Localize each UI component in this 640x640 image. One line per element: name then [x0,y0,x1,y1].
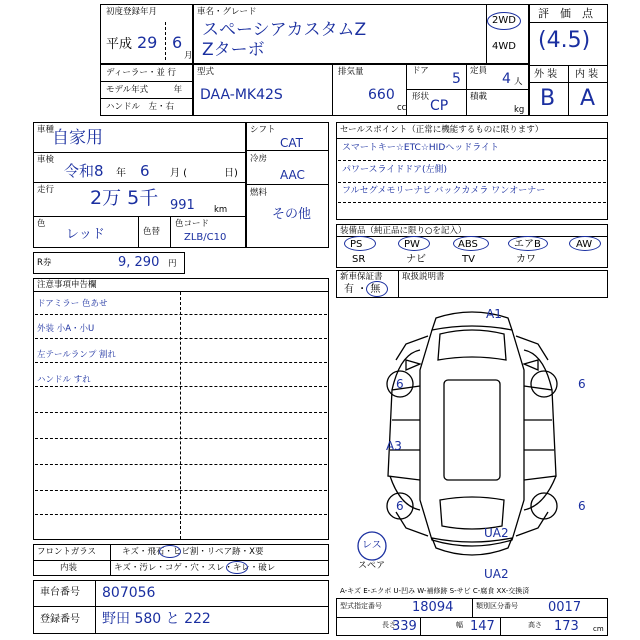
spec-value-length: 339 [392,619,417,634]
plate-label: 登録番号 [40,614,80,625]
equipment-label: 装備品（純正品に限り○を記入） [340,226,467,236]
inspection-month: 6 [140,162,150,180]
kg-unit: kg [514,105,525,115]
kind-label: 車種 [37,125,55,135]
spare-label: スペア [358,561,386,571]
shift-label: シフト [250,125,276,135]
note-item-1: ドアミラー 色あせ [37,299,108,309]
first-reg-year: 29 [137,33,158,52]
spec-value-width: 147 [470,619,495,634]
first-reg-era: 平成 [106,37,133,52]
displacement: 660 [368,87,395,103]
tire-fr: 6 [578,377,586,391]
cc-unit: cc [397,103,407,113]
spec-value-type: 18094 [412,600,454,615]
damage-ua2-bumper: UA2 [484,567,509,581]
model-year-label: モデル年式 年 [106,85,183,95]
name-label: 車名・グレード [197,7,257,17]
mileage-main: 2万 5千 [90,187,159,209]
ac-label: 冷房 [250,154,268,164]
front-glass-options: キズ・飛石・ヒビ割・リペア跡・X要 [122,547,264,557]
disp-label: 排気量 [338,67,364,77]
first-reg-month: 6 [172,33,183,52]
tire-rr: 6 [578,499,586,513]
notes-section [33,278,329,540]
spec-label-length: 長さ [382,621,396,629]
inspection-label: 車検 [37,155,55,165]
spec-value-class: 0017 [548,600,582,615]
km-unit: km [214,205,228,215]
cap-label: 定員 [470,66,488,76]
warranty-value: 有 ・ 無 [344,284,381,295]
recycle-box [33,252,185,274]
spec-value-height: 173 [554,619,579,634]
shape-label: 形状 [412,92,430,102]
equip-navi: ナビ [406,254,426,265]
eval-label: 評 価 点 [538,7,593,20]
sales-item-1: スマートキー☆ETC☆HIDヘッドライト [342,143,499,153]
tire-rl: 6 [396,499,404,513]
spec-label-class: 類別区分番号 [476,602,518,610]
recycle-label: R券 [37,258,52,268]
mileage-sub: 991 [170,198,195,213]
eval-score: (4.5) [538,28,591,53]
interior-cond-label: 内装 [60,563,78,573]
fuel-value: その他 [272,207,312,222]
tire-fl: 6 [396,377,404,391]
exterior-label: 外 装 [534,69,558,80]
equip-tv: TV [462,254,475,265]
mileage-label: 走行 [37,185,55,195]
drive-4wd: 4WD [492,41,516,52]
spec-label-width: 幅 [456,621,463,629]
plate-value: 野田 580 と 222 [102,611,211,627]
kind-value: 自家用 [52,128,103,148]
sales-item-3: フルセグメモリーナビ バックカメラ ワンオーナー [342,186,546,196]
front-glass-label: フロントガラス [37,547,96,557]
spec-label-type: 型式指定番号 [340,602,382,610]
car-name: スペーシアカスタムZ [202,20,367,40]
equip-aw: AW [576,239,593,250]
shift-value: CAT [280,136,303,150]
spec-label-height: 高さ [528,621,542,629]
color-value: レッド [66,227,105,242]
interior-cond-options: キズ・汚レ・コゲ・穴・スレ・キレ・破レ [114,563,276,573]
damage-a3: A3 [386,439,402,453]
yen-unit: 円 [168,259,177,269]
equip-ps: PS [350,239,363,250]
note-item-3: 左テールランプ 割れ [37,350,117,360]
color-no-label: 色替 [143,227,161,237]
spare-mark: レス [362,540,382,551]
capacity: 4 [502,71,511,87]
color-code: ZLB/C10 [184,232,227,243]
equip-pw: PW [404,239,420,250]
exterior-grade: B [540,86,556,111]
fuel-label: 燃料 [250,188,268,198]
interior-grade: A [580,86,596,111]
frame-value: 807056 [102,585,156,601]
damage-a1: A1 [486,307,502,321]
handle-label: ハンドル 左・右 [106,102,175,112]
damage-legend: A-キズ E-エクボ U-凹み W-補修跡 S-サビ C-腐食 XX-交換済 [340,587,530,595]
equip-sr: SR [352,254,366,265]
inspection-month-unit: 月 ( [170,168,188,179]
notes-label: 注意事項申告欄 [37,280,97,290]
equip-abs: ABS [458,239,478,250]
cap-unit: 人 [514,77,523,87]
drive-2wd: 2WD [492,15,516,26]
doors: 5 [452,71,461,87]
model-label: 型式 [197,67,215,77]
model-code: DAA-MK42S [200,87,283,103]
dealer-label: ディーラー・並 行 [106,68,177,78]
first-reg-label: 初度登録年月 [106,7,158,17]
equip-leather: カワ [516,254,536,265]
equip-airbag: エアB [514,239,541,250]
door-label: ドア [412,66,429,76]
manual-label: 取扱説明書 [402,272,445,282]
inspection-day-unit: 日) [224,168,238,179]
car-grade: Zターボ [202,40,265,60]
damage-ua2-rear: UA2 [484,526,509,540]
load-label: 積載 [470,92,488,102]
inspection-year-unit: 年 [116,168,126,179]
sales-item-2: パワースライドドア(左側) [342,165,448,175]
note-item-4: ハンドル すれ [37,375,91,385]
spec-unit-cm: cm [593,625,604,633]
color-code-label: 色コード [175,219,210,229]
sales-label: セールスポイント（正常に機能するものに限ります） [340,125,544,135]
frame-label: 車台番号 [40,587,80,598]
first-reg-month-unit: 月 [184,51,193,61]
recycle-value: 9, 290 [118,255,160,270]
color-label: 色 [37,219,46,229]
warranty-label: 新車保証書 [340,272,383,282]
inspection-era: 令和8 [64,162,104,180]
ac-value: AAC [280,168,305,182]
interior-label: 内 装 [575,69,599,80]
note-item-2: 外装 小A・小U [37,324,95,334]
shape: CP [430,98,449,114]
